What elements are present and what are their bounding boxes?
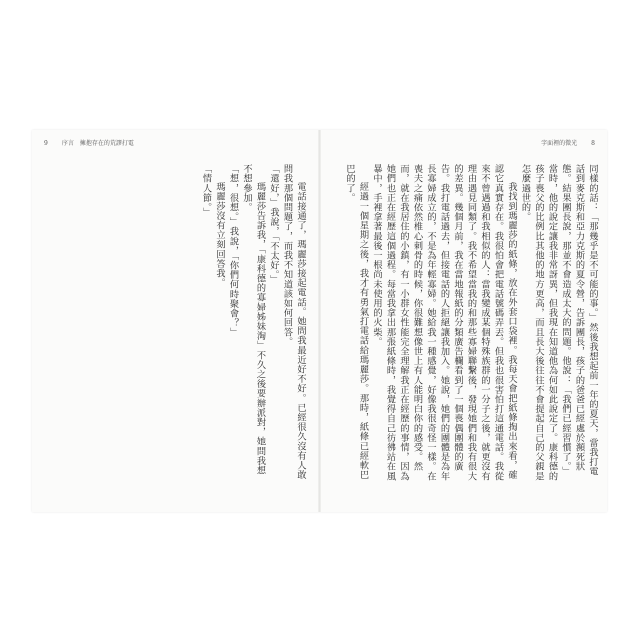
running-title: 字面裡的微光	[541, 140, 578, 147]
page-number: 9	[44, 140, 48, 147]
paragraph: 「情人節。」	[200, 164, 212, 217]
paragraph: 我找到瑪麗莎的紙條，放在外套口袋裡。我每天會把紙條掏出來看，確認它真實存在。我很怕會把電話號碼弄丟。但我也很害怕打這通電話。我從來不曾遇過和我相似的人：當我變成某個特殊族群的一分子之後，就更沒有理由遇見同類了。我不希望當我的和那些寡婦聯繫後，發現她們和我有很大的差異。幾個月前，我在當地報紙的分類廣告欄看到了一個喪偶團體的廣告。我打電話過去，但接電話的人拒絕讓我加入。她說，她們的團體是為年長寡婦成立的，不是為年輕寡婦。她給我一種感覺，好像我很奇怪一樣。在喪夫之痛依然椎心刺骨的時候，你很難想像世上有人能明白你的感受。然而，就在我居住的小鎮，有一小群女性能完全理解我正在經歷的事情，因為她們也正在經歷這個過程。每當我拿出那張紙條時，我覺得自己彷彿站在風暴中，手裡拿著最後一根尚未使用的火柴。	[371, 164, 517, 481]
left-page-body	[107, 164, 307, 484]
paragraph: 同樣的話：「那幾乎是不可能的事。」然後我想起前一年的夏天，當我打電話到麥克斯和亞力克斯的夏令營，告訴團長，孩子的爸爸已經處於瀕死狀態。結果團長說，那並不會造成太大的問題。他說：「我們已經習慣了。」當時，他的說定讓我非常訝異，但我現在知道他為何如此說定了。康科德的孩子喪父的比例比其他的地方更高，而且長大後往往不會提起自己的父親是怎麼過世的。	[519, 164, 598, 481]
paragraph: 電話接通了，瑪麗莎接起電話。她問我最近好不好。已經很久沒有人敢問我那個問題了，而我不知道該如何回答。	[281, 164, 306, 480]
left-page-header	[44, 140, 134, 147]
right-page	[320, 130, 607, 512]
right-page-body	[329, 164, 599, 484]
paragraph: 「想，很想。」我說，「你們何時聚會？」	[227, 164, 239, 338]
right-page-header	[541, 140, 595, 147]
paragraph: 瑪麗莎告訴我，「康科德的寡婦姊妹淘」不久之後要辦派對，她問我想不想參加。	[241, 164, 266, 476]
running-title: 序言 擁抱存在的荒謬打電	[61, 140, 134, 147]
paragraph: 「還好，」我說，「不太好。」	[268, 164, 279, 285]
page-number: 8	[591, 140, 595, 147]
left-page	[32, 130, 319, 512]
paragraph: 瑪麗莎沒有立刻回答我。	[214, 182, 225, 288]
paragraph: 經過一個星期之後，我才有勇氣打電話給瑪麗莎。那時，紙條已經軟巴巴的了。	[344, 164, 369, 480]
book-spread	[32, 130, 607, 512]
